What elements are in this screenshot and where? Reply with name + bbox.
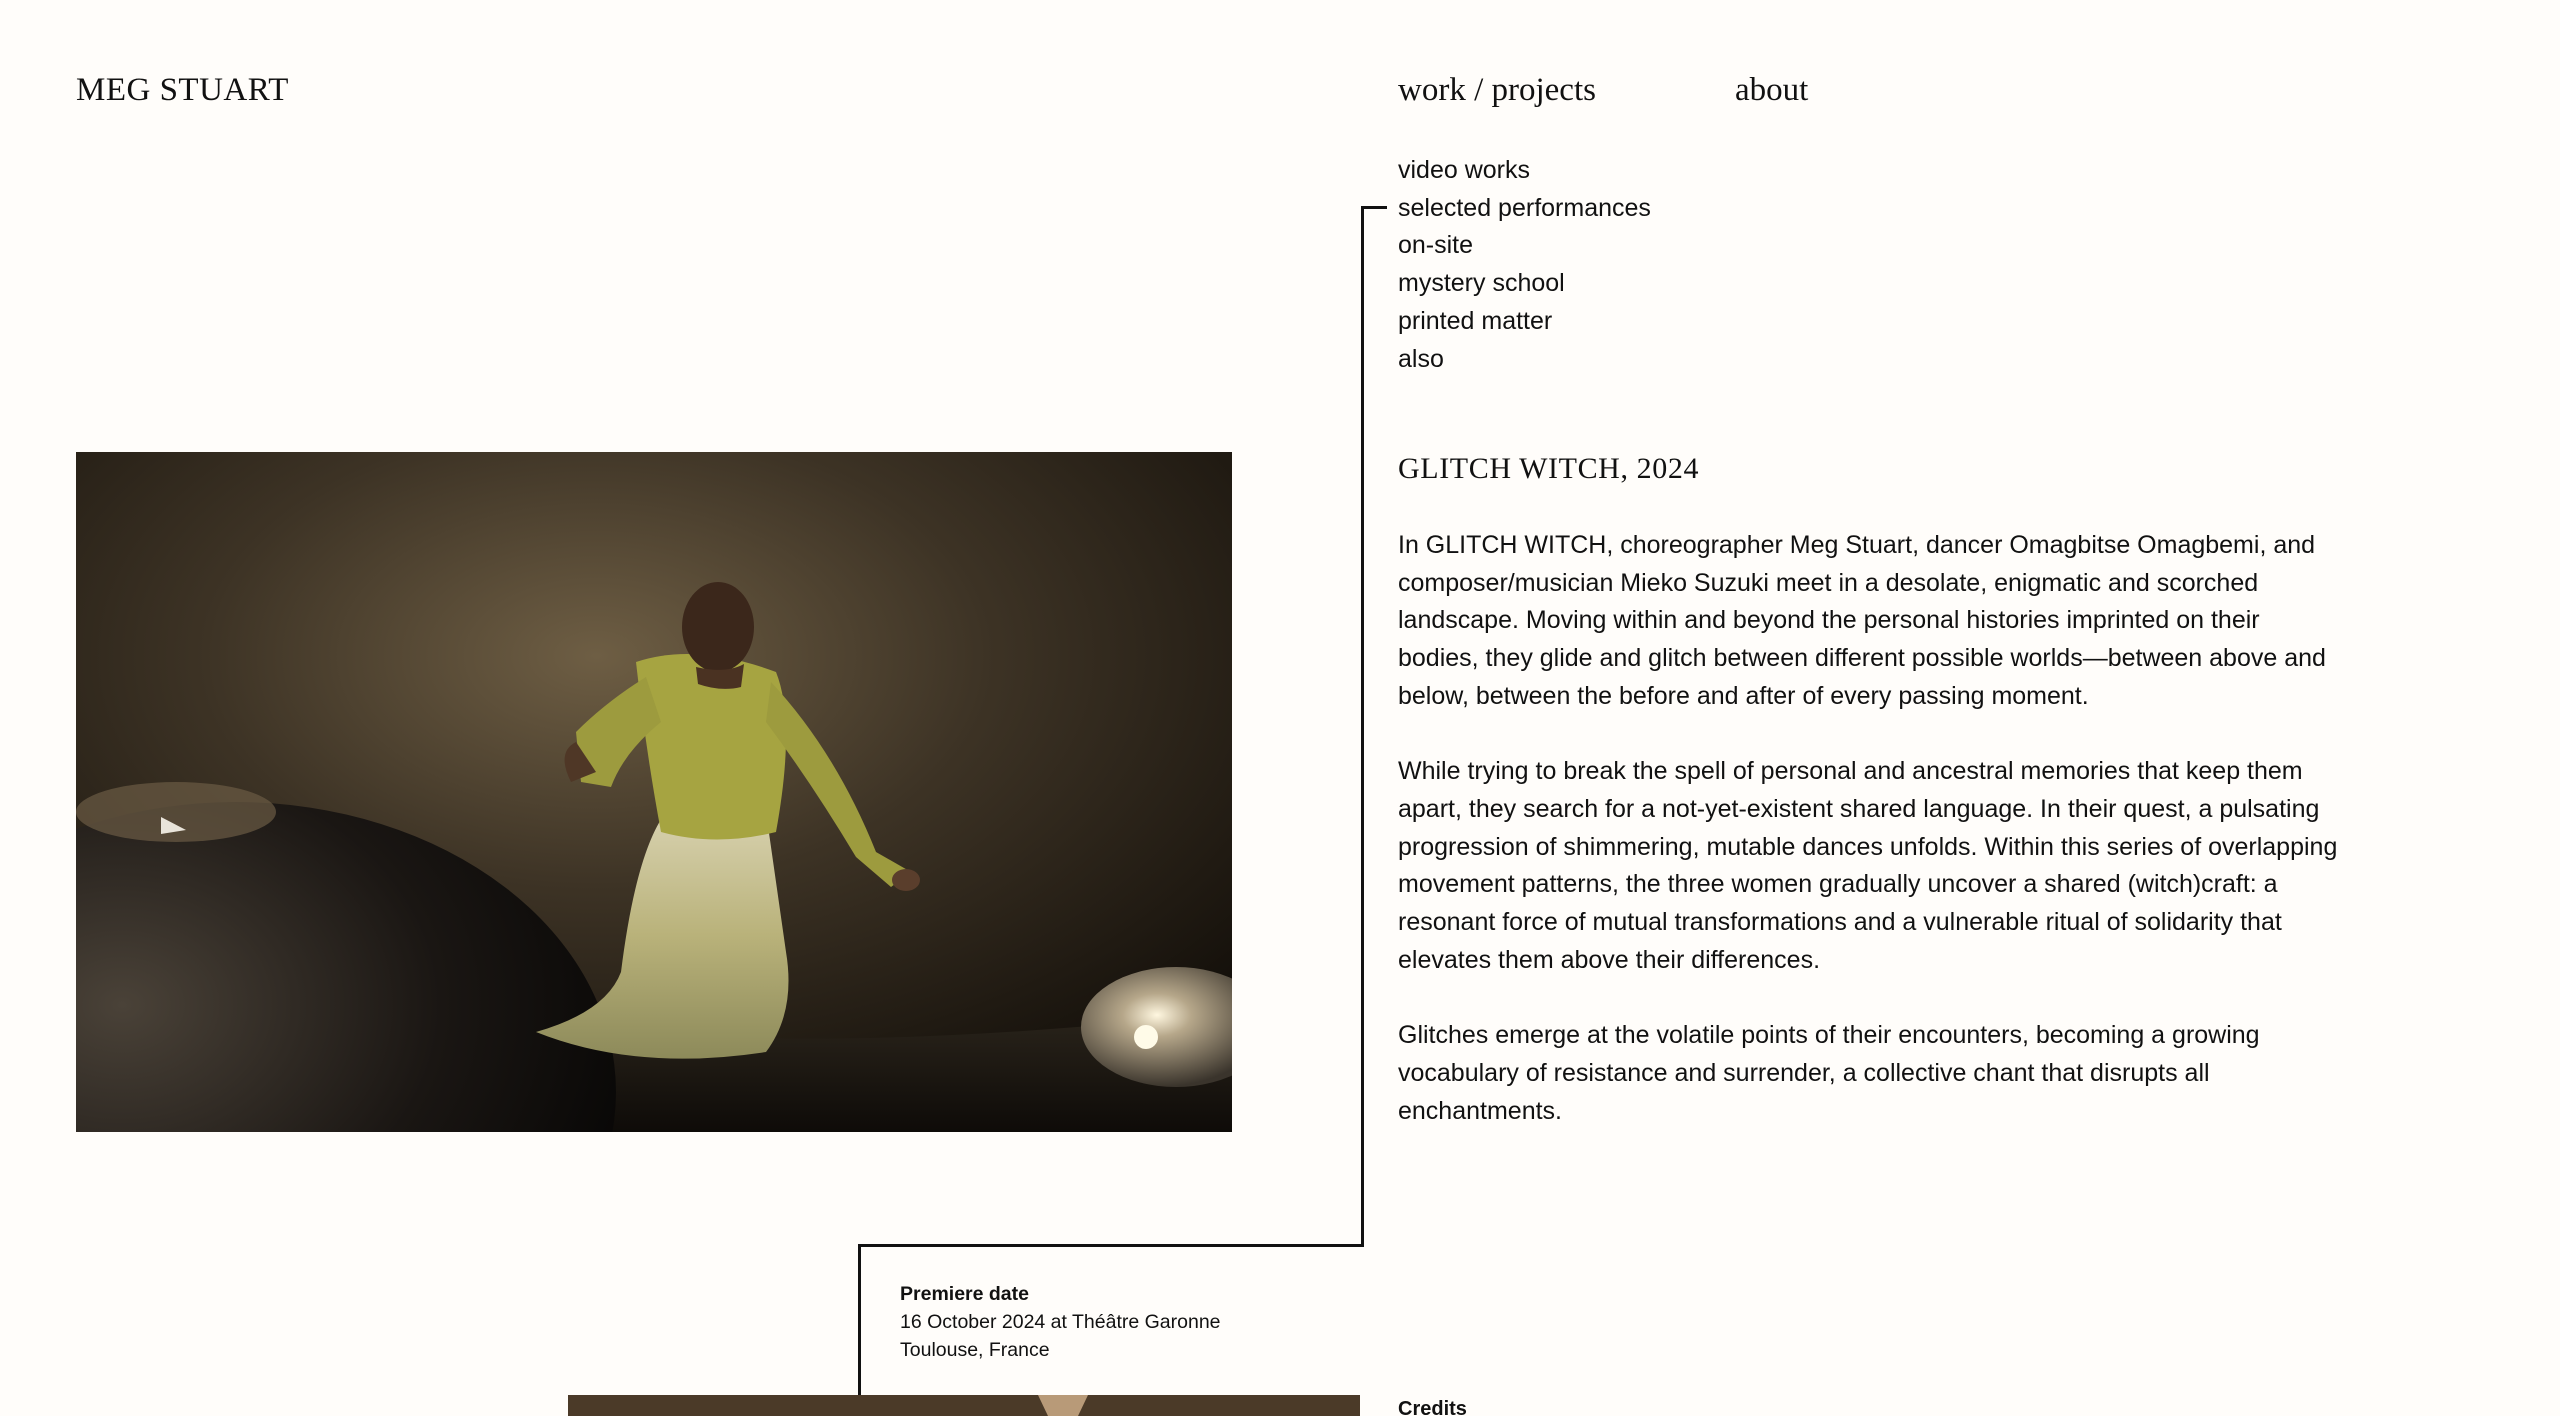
subnav-item-printed-matter[interactable]: printed matter bbox=[1398, 306, 1553, 335]
description-paragraph: In GLITCH WITCH, choreographer Meg Stuart, dancer Omagbitse Omagbemi, and composer/musician Mieko Suzuki meet in a desolate, enigmatic and scorched landscape. Moving within and beyond the personal histories imprinted on their bodies, they glide and glitch between different possible worlds—between above and below, between the before and after of every passing moment. bbox=[1398, 531, 2326, 710]
description-paragraph: Glitches emerge at the volatile points of their encounters, becoming a growing vocabulary of resistance and surrender, a collective chant that disrupts all enchantments. bbox=[1398, 1021, 2260, 1125]
subnav-item-selected-performances[interactable]: selected performances bbox=[1398, 193, 1651, 222]
nav-about[interactable]: about bbox=[1735, 72, 1809, 108]
subnav-item-also[interactable]: also bbox=[1398, 344, 1444, 373]
work-title: GLITCH WITCH, 2024 bbox=[1398, 452, 1700, 485]
credits-label: Credits bbox=[1398, 1398, 1467, 1416]
premiere-info bbox=[900, 1280, 1221, 1364]
nav-work-projects[interactable]: work / projects bbox=[1398, 72, 1596, 108]
connector-line-vertical bbox=[1361, 206, 1364, 1247]
secondary-performance-photo bbox=[568, 1395, 1360, 1416]
subnav-item-on-site[interactable]: on-site bbox=[1398, 231, 1474, 260]
premiere-date-venue: 16 October 2024 at Théâtre Garonne bbox=[900, 1311, 1221, 1333]
premiere-location: Toulouse, France bbox=[900, 1339, 1050, 1361]
active-indicator-line bbox=[1361, 206, 1387, 209]
work-subnav bbox=[1398, 152, 1651, 378]
premiere-label: Premiere date bbox=[900, 1283, 1029, 1305]
subnav-item-video-works[interactable]: video works bbox=[1398, 156, 1530, 184]
work-description bbox=[1398, 527, 2338, 1168]
description-paragraph: While trying to break the spell of personal and ancestral memories that keep them apart, they search for a not-yet-existent shared language. In their quest, a pulsating progression of shimmering, mutable dances unfolds. Within this series of overlapping movement patterns, the three women gradually uncover a shared (witch)craft: a resonant force of mutual transformations and a vulnerable ritual of solidarity that elevates them above their differences. bbox=[1398, 757, 2338, 974]
site-title[interactable]: MEG STUART bbox=[76, 72, 289, 108]
subnav-item-mystery-school[interactable]: mystery school bbox=[1398, 269, 1565, 298]
connector-line-horizontal bbox=[858, 1244, 1364, 1247]
hero-performance-photo bbox=[76, 452, 1232, 1132]
connector-line-vertical-lower bbox=[858, 1244, 861, 1416]
